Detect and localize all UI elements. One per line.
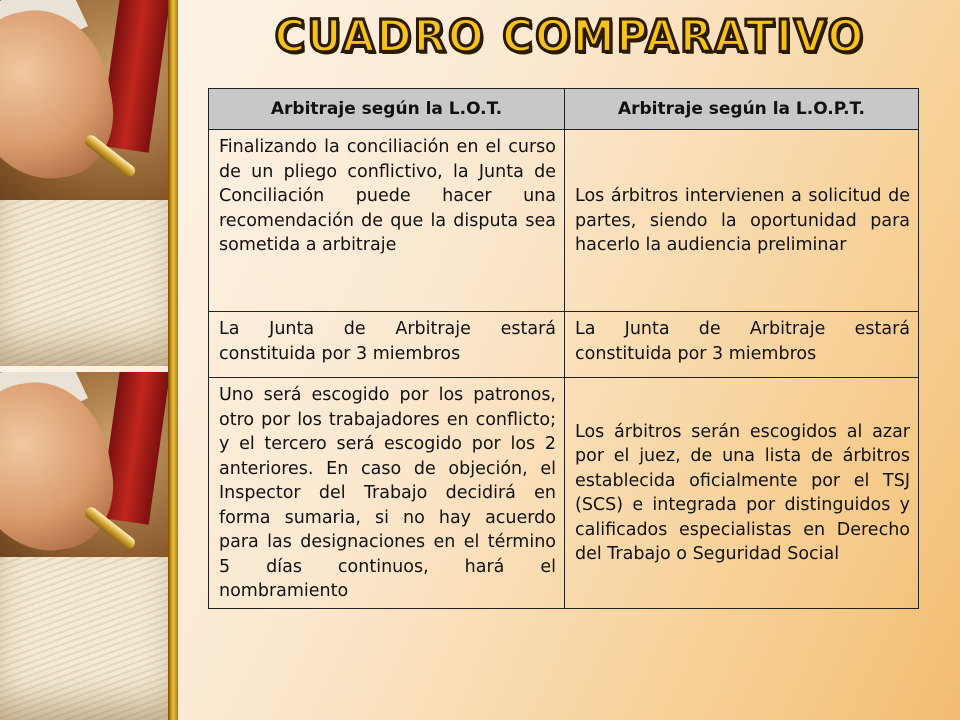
cell-lot-designation: Uno será escogido por los patronos, otro por los trabajadores en conflicto; y el tercero será escogido por los 2 anteriores. En caso de objeción, el Inspector del Trabajo decidirá en forma sumaria, si no hay acuerdo para las designaciones en el término 5 días continuos, hará el nombramiento [209,378,565,609]
comparison-table [208,88,919,609]
cell-lopt-conciliation: Los árbitros intervienen a solicitud de partes, siendo la oportunidad para hacerlo la audiencia preliminar [565,130,919,312]
gold-divider-bar [168,0,178,720]
table-row [209,378,919,609]
table-row [209,312,919,378]
hand-writing-photo-top [0,0,168,366]
cell-lot-junta: La Junta de Arbitraje estará constituida por 3 miembros [209,312,565,378]
hand-writing-photo-bottom [0,372,168,720]
cell-lopt-designation: Los árbitros serán escogidos al azar por el juez, de una lista de árbitros establecida oficialmente por el TSJ (SCS) e integrada por distinguidos y calificados especialistas en Derecho del Trabajo o Seguridad Social [565,378,919,609]
table-row [209,130,919,312]
cell-lot-conciliation: Finalizando la conciliación en el curso de un pliego conflictivo, la Junta de Conciliación puede hacer una recomendación de que la disputa sea sometida a arbitraje [209,130,565,312]
header-lopt: Arbitraje según la L.O.P.T. [565,89,919,130]
cell-lopt-junta: La Junta de Arbitraje estará constituida por 3 miembros [565,312,919,378]
header-lot: Arbitraje según la L.O.T. [209,89,565,130]
slide-title: CUADRO COMPARATIVO [274,10,866,63]
decorative-photo-strip [0,0,168,720]
table-header-row [209,89,919,130]
